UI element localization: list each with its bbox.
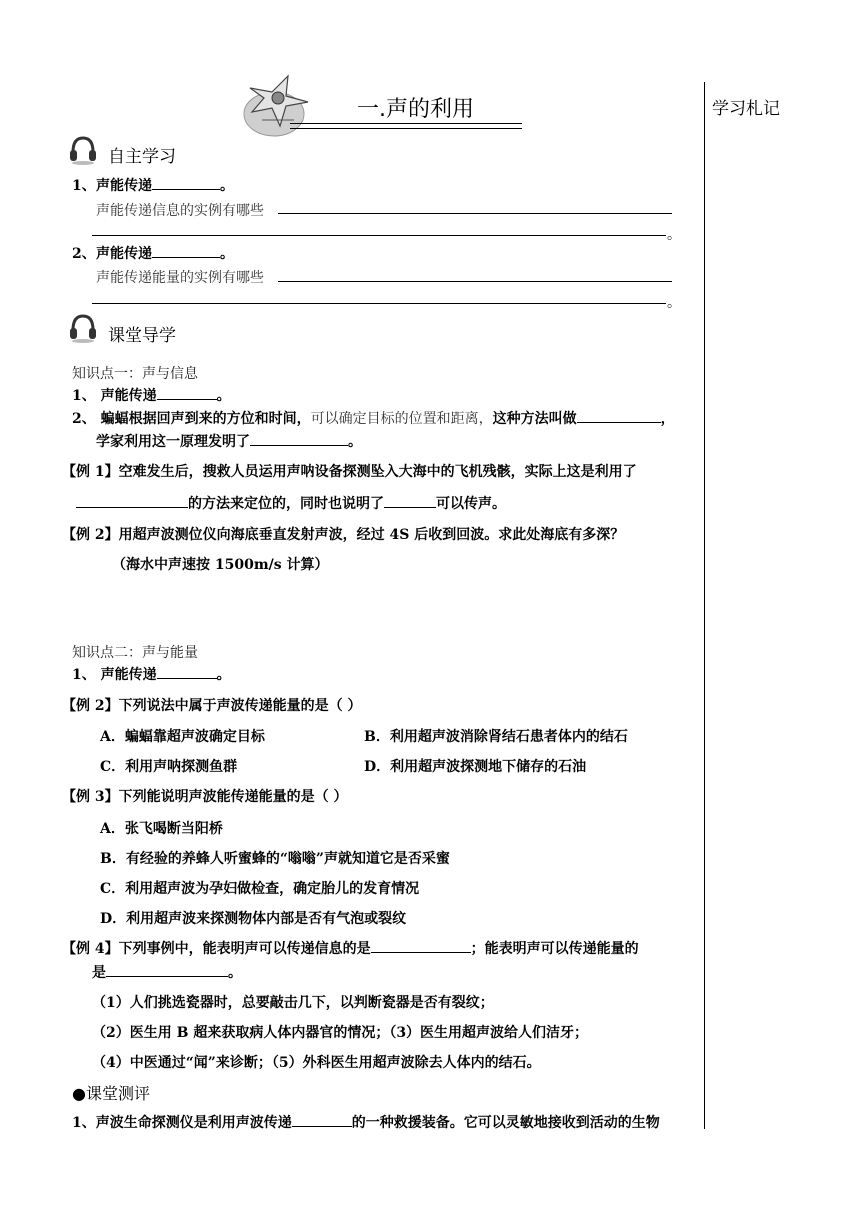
kp2-q1: 1、 声能传递 。 bbox=[72, 664, 231, 684]
example-2: 【例 2】用超声波测位仪向海底垂直发射声波，经过 4S 后收到回波。求此处海底有多深？ bbox=[62, 527, 625, 543]
title-underline bbox=[290, 123, 522, 124]
test-q1-blank[interactable] bbox=[292, 1112, 352, 1127]
example-2b-option-d[interactable]: D．利用超声波探测地下储存的石油 bbox=[364, 759, 587, 775]
self-q1-number: 1、 bbox=[72, 178, 96, 194]
kp1-q2: 2、 蝙蝠根据回声到来的方位和时间，可以确定目标的位置和距离，这种方法叫做 ， bbox=[72, 408, 675, 428]
example-1: 【例 1】空难发生后，搜救人员运用声呐设备探测坠入大海中的飞机残骸，实际上这是利用了 bbox=[62, 464, 637, 480]
classroom-heading: 课堂导学 bbox=[108, 326, 176, 346]
example-4-line2: 是 。 bbox=[92, 962, 242, 982]
self-q2-sub-end: 。 bbox=[667, 295, 681, 311]
self-q1-answer-line-2[interactable] bbox=[92, 235, 666, 236]
example-4-blank-1[interactable] bbox=[371, 938, 471, 953]
example-1-line2: 的方法来定位的，同时也说明了 可以传声。 bbox=[76, 493, 506, 513]
self-q1-text: 声能传递 。 bbox=[96, 175, 234, 195]
example-4-item-2: （2）医生用 B 超来获取病人体内器官的情况；（3）医生用超声波给人们洁牙； bbox=[92, 1025, 589, 1041]
example-2b: 【例 2】下列说法中属于声波传递能量的是（ ） bbox=[62, 698, 362, 714]
headphones-icon bbox=[68, 312, 98, 344]
example-3-option-a[interactable]: A．张飞喝断当阳桥 bbox=[100, 821, 223, 837]
page-title: 一.声的利用 bbox=[357, 97, 474, 122]
self-q1-answer-line-1[interactable] bbox=[278, 213, 672, 214]
self-q2-text: 声能传递 。 bbox=[96, 243, 234, 263]
example-4-item-3: （4）中医通过“闻”来诊断；（5）外科医生用超声波除去人体内的结石。 bbox=[92, 1055, 541, 1071]
example-2b-option-c[interactable]: C．利用声呐探测鱼群 bbox=[100, 759, 238, 775]
example-2-note: （海水中声速按 1500m/s 计算） bbox=[112, 557, 329, 573]
example-1-blank-1[interactable] bbox=[76, 493, 188, 508]
example-4: 【例 4】下列事例中，能表明声可以传递信息的是 ；能表明声可以传递能量的 bbox=[62, 938, 639, 958]
example-2b-option-a[interactable]: A．蝙蝠靠超声波确定目标 bbox=[100, 729, 265, 745]
sidebar-label: 学习札记 bbox=[712, 99, 780, 119]
example-3-option-c[interactable]: C．利用超声波为孕妇做检查，确定胎儿的发育情况 bbox=[100, 881, 420, 897]
self-q1-blank[interactable] bbox=[152, 175, 220, 190]
self-q1-sub: 声能传递信息的实例有哪些 bbox=[96, 203, 264, 219]
kp2-heading: 知识点二：声与能量 bbox=[72, 645, 198, 661]
self-q2-sub: 声能传递能量的实例有哪些 bbox=[96, 270, 264, 286]
kp1-q2-blank-1[interactable] bbox=[577, 408, 661, 423]
self-q1-sub-end: 。 bbox=[667, 227, 681, 243]
kp1-q2-line2: 学家利用这一原理发明了 。 bbox=[96, 431, 362, 451]
self-q2-answer-line-1[interactable] bbox=[278, 281, 672, 282]
example-3: 【例 3】下列能说明声波能传递能量的是（ ） bbox=[62, 789, 348, 805]
test-q1: 1、声波生命探测仪是利用声波传递 的一种救援装备。它可以灵敏地接收到活动的生物 bbox=[72, 1112, 660, 1132]
title-underline-2 bbox=[290, 128, 522, 129]
self-q2-number: 2、 bbox=[72, 246, 96, 262]
kp1-q1-blank[interactable] bbox=[157, 385, 217, 400]
example-3-option-b[interactable]: B．有经验的养蜂人听蜜蜂的“嗡嗡”声就知道它是否采蜜 bbox=[100, 851, 450, 867]
self-q2-answer-line-2[interactable] bbox=[92, 303, 666, 304]
headphones-icon bbox=[68, 134, 98, 166]
example-3-option-d[interactable]: D．利用超声波来探测物体内部是否有气泡或裂纹 bbox=[100, 911, 407, 927]
notes-column-divider bbox=[704, 82, 705, 1129]
example-4-item-1: （1）人们挑选瓷器时，总要敲击几下，以判断瓷器是否有裂纹； bbox=[92, 995, 494, 1011]
test-heading: ●课堂测评 bbox=[72, 1084, 150, 1103]
kp2-q1-blank[interactable] bbox=[157, 664, 217, 679]
self-q2-blank[interactable] bbox=[152, 243, 220, 258]
example-2b-option-b[interactable]: B．利用超声波消除肾结石患者体内的结石 bbox=[364, 729, 628, 745]
kp1-q1: 1、 声能传递 。 bbox=[72, 385, 231, 405]
kp1-q2-blank-2[interactable] bbox=[250, 431, 348, 446]
example-4-blank-2[interactable] bbox=[106, 962, 228, 977]
self-study-heading: 自主学习 bbox=[108, 147, 176, 167]
example-1-blank-2[interactable] bbox=[384, 493, 436, 508]
kp1-heading: 知识点一：声与信息 bbox=[72, 366, 198, 382]
title-decoration-icon bbox=[242, 68, 314, 140]
